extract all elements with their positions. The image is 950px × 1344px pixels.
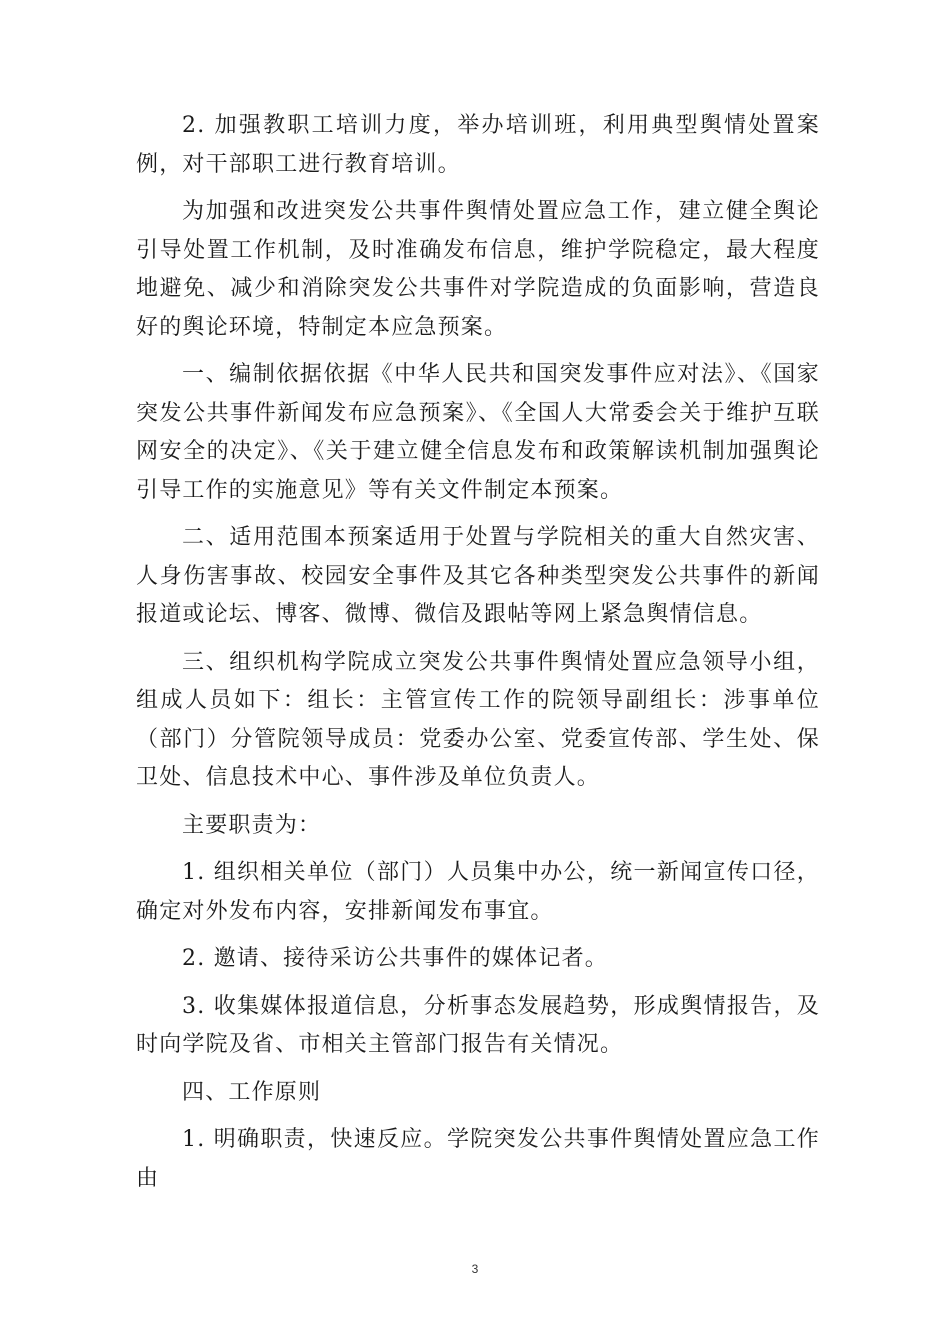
paragraph-duty-3: 3. 收集媒体报道信息，分析事态发展趋势，形成舆情报告，及时向学院及省、市相关主管部门报告有关情况。 bbox=[136, 993, 820, 1057]
paragraph-training: 2. 加强教职工培训力度，举办培训班，利用典型舆情处置案例，对干部职工进行教育培训。 bbox=[136, 113, 820, 177]
paragraph-duty-2: 2. 邀请、接待采访公共事件的媒体记者。 bbox=[182, 946, 608, 971]
page-number: 3 bbox=[471, 1262, 479, 1276]
paragraph-principle-1: 1. 明确职责，快速反应。学院突发公共事件舆情处置应急工作由 bbox=[136, 1127, 820, 1191]
paragraph-purpose: 为加强和改进突发公共事件舆情处置应急工作，建立健全舆论引导处置工作机制，及时准确发布信息，维护学院稳定，最大程度地避免、减少和消除突发公共事件对学院造成的负面影响，营造良好的舆论环境，特制定本应急预案。 bbox=[136, 199, 820, 340]
paragraph-principles-heading: 四、工作原则 bbox=[182, 1079, 322, 1105]
paragraph-duty-1: 1. 组织相关单位（部门）人员集中办公，统一新闻宣传口径，确定对外发布内容，安排新闻发布事宜。 bbox=[136, 860, 820, 924]
paragraph-scope: 二、适用范围本预案适用于处置与学院相关的重大自然灾害、人身伤害事故、校园安全事件及其它各种类型突发公共事件的新闻报道或论坛、博客、微博、微信及跟帖等网上紧急舆情信息。 bbox=[136, 525, 820, 627]
paragraph-organization: 三、组织机构学院成立突发公共事件舆情处置应急领导小组，组成人员如下：组长：主管宣传工作的院领导副组长：涉事单位（部门）分管院领导成员：党委办公室、党委宣传部、学生处、保卫处、信息技术中心、事件涉及单位负责人。 bbox=[136, 649, 820, 790]
paragraph-duties-heading: 主要职责为： bbox=[182, 812, 322, 838]
paragraph-basis: 一、编制依据依据《中华人民共和国突发事件应对法》、《国家突发公共事件新闻发布应急预案》、《全国人大常委会关于维护互联网安全的决定》、《关于建立健全信息发布和政策解读机制加强舆论引导工作的实施意见》等有关文件制定本预案。 bbox=[136, 362, 820, 503]
document-body bbox=[136, 107, 820, 1207]
